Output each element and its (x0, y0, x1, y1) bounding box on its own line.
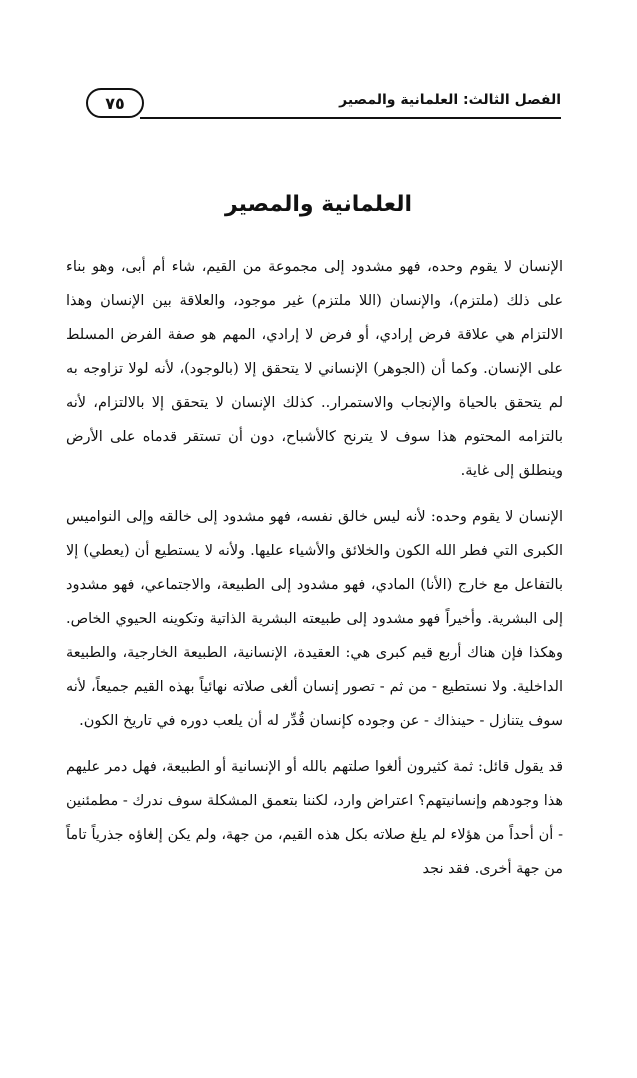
paragraph: الإنسان لا يقوم وحده، فهو مشدود إلى مجموعة من القيم، شاء أم أبى، وهو بناء على ذلك (ملتزم)، والإنسان (اللا ملتزم) غير موجود، والعلاقة بين الإنسان وهذا الالتزام هي علاقة فرض إرادي، أو فرض لا إرادي، المهم هو صفة الفرض المسلط على الإنسان. وكما أن (الجوهر) الإنساني لا يتحقق إلا (بالوجود)، لأنه لولا تزاوجه به لم يتحقق بالحياة والإنجاب والاستمرار.. كذلك الإنسان لا يتحقق إلا بالالتزام، لأنه بالتزامه المحتوم هذا سوف لا يترنح كالأشباح، دون أن تستقر قدماه على الأرض وينطلق إلى غاية. (66, 259, 563, 479)
page-header (74, 84, 561, 122)
paragraph: قد يقول قائل: ثمة كثيرون ألغوا صلتهم بالله أو الإنسانية أو الطبيعة، فهل دمر عليهم هذا وجودهم وإنسانيتهم؟ اعتراض وارد، لكننا بتعمق المشكلة سوف ندرك - مطمئنين - أن أحداً من هؤلاء لم يلغ صلاته بكل هذه القيم، من جهة، ولم يكن إلغاؤه جذرياً تاماً من جهة أخرى. فقد نجد (66, 759, 563, 877)
body-text (66, 250, 563, 898)
section-title: العلمانية والمصير (224, 192, 413, 217)
header-rule (140, 117, 561, 119)
page-number: ٧٥ (86, 88, 144, 118)
paragraph: الإنسان لا يقوم وحده: لأنه ليس خالق نفسه، فهو مشدود إلى خالقه وإلى النواميس الكبرى التي فطر الله الكون والخلائق والأشياء عليها. ولأنه لا يستطيع أن (يعطي) إلا بالتفاعل مع خارج (الأنا) المادي، فهو مشدود إلى الطبيعة، والاجتماعي، فهو مشدود إلى البشرية. وأخيراً فهو مشدود إلى طبيعته البشرية الذاتية وتكوينه الحيوي الخاص. وهكذا فإن هناك أربع قيم كبرى هي: العقيدة، الإنسانية، الطبيعة الخارجية، والطبيعة الداخلية. ولا نستطيع - من ثم - تصور إنسان ألغى صلاته نهائياً بهذه القيم جميعاً، لأنه سوف يتنازل - حينذاك - عن وجوده كإنسان قُدِّر له أن يلعب دوره في تاريخ الكون. (66, 509, 563, 729)
running-title: الفصل الثالث: العلمانية والمصير (339, 92, 561, 108)
